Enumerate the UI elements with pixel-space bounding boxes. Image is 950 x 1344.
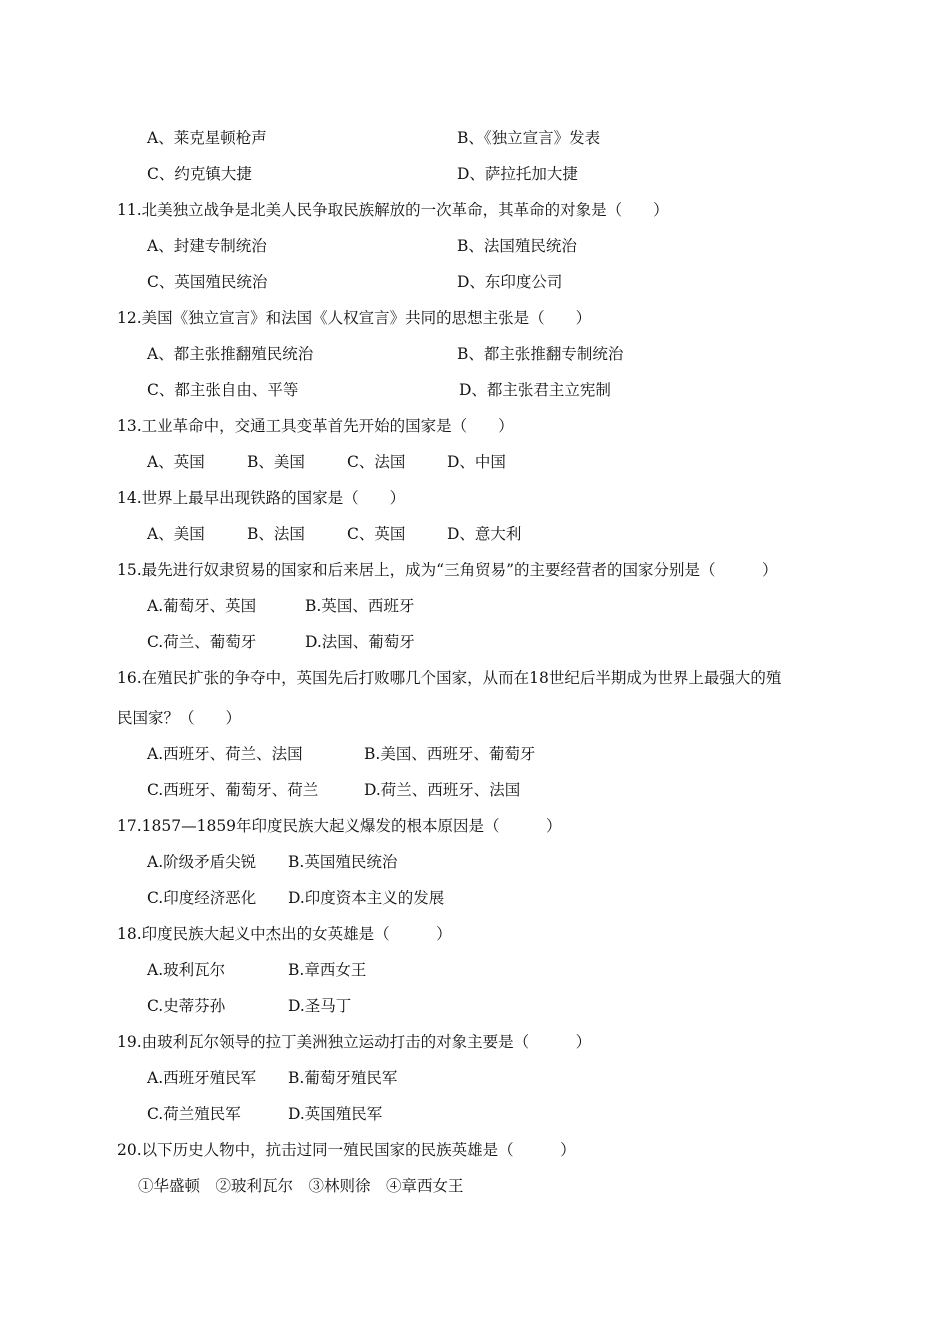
q15-option-c: C.荷兰、葡萄牙 (147, 633, 257, 651)
q19-option-a: A.西班牙殖民军 (147, 1069, 257, 1087)
q17-option-d: D.印度资本主义的发展 (288, 889, 445, 907)
q14-option-b: B、法国 (247, 525, 305, 543)
q11-stem: 11.北美独立战争是北美人民争取民族解放的一次革命，其革命的对象是（ ） (117, 201, 669, 219)
q11-option-d: D、东印度公司 (457, 273, 563, 291)
q12-option-c: C、都主张自由、平等 (147, 381, 299, 399)
q15-option-d: D.法国、葡萄牙 (305, 633, 415, 651)
q16-option-d: D.荷兰、西班牙、法国 (364, 781, 521, 799)
q14-stem: 14.世界上最早出现铁路的国家是（ ） (117, 489, 406, 507)
q19-option-c: C.荷兰殖民军 (147, 1105, 241, 1123)
q10-option-d: D、萨拉托加大捷 (457, 165, 578, 183)
q10-option-b: B、《独立宣言》发表 (457, 129, 601, 147)
q17-option-a: A.阶级矛盾尖锐 (147, 853, 257, 871)
q12-option-d: D、都主张君主立宪制 (459, 381, 611, 399)
q16-option-c: C.西班牙、葡萄牙、荷兰 (147, 781, 319, 799)
q18-option-b: B.章西女王 (288, 961, 367, 979)
q14-option-a: A、美国 (147, 525, 205, 543)
q17-stem: 17.1857—1859年印度民族大起义爆发的根本原因是（ ） (117, 817, 562, 835)
q14-option-c: C、英国 (347, 525, 406, 543)
q10-option-a: A、莱克星顿枪声 (147, 129, 267, 147)
q18-option-a: A.玻利瓦尔 (147, 961, 226, 979)
q19-option-d: D.英国殖民军 (288, 1105, 383, 1123)
q15-option-b: B.英国、西班牙 (305, 597, 415, 615)
q12-option-b: B、都主张推翻专制统治 (457, 345, 624, 363)
q17-option-b: B.英国殖民统治 (288, 853, 398, 871)
q16-stem-line2: 民国家？（ ） (117, 709, 242, 727)
q17-option-c: C.印度经济恶化 (147, 889, 257, 907)
q14-option-d: D、意大利 (447, 525, 522, 543)
q13-option-d: D、中国 (447, 453, 506, 471)
q16-option-a: A.西班牙、荷兰、法国 (147, 745, 303, 763)
q11-option-b: B、法国殖民统治 (457, 237, 577, 255)
q13-option-c: C、法国 (347, 453, 406, 471)
q20-items: ①华盛顿 ②玻利瓦尔 ③林则徐 ④章西女王 (138, 1177, 464, 1195)
q11-option-c: C、英国殖民统治 (147, 273, 268, 291)
q10-option-c: C、约克镇大捷 (147, 165, 252, 183)
q12-option-a: A、都主张推翻殖民统治 (147, 345, 314, 363)
q11-option-a: A、封建专制统治 (147, 237, 267, 255)
q13-stem: 13.工业革命中，交通工具变革首先开始的国家是（ ） (117, 417, 514, 435)
q13-option-a: A、英国 (147, 453, 205, 471)
q18-option-c: C.史蒂芬孙 (147, 997, 226, 1015)
q20-stem: 20.以下历史人物中，抗击过同一殖民国家的民族英雄是（ ） (117, 1141, 576, 1159)
q18-option-d: D.圣马丁 (288, 997, 352, 1015)
q15-option-a: A.葡萄牙、英国 (147, 597, 257, 615)
q19-option-b: B.葡萄牙殖民军 (288, 1069, 398, 1087)
q16-stem-line1: 16.在殖民扩张的争夺中，英国先后打败哪几个国家，从而在18世纪后半期成为世界上最强大的殖 (117, 669, 782, 687)
q12-stem: 12.美国《独立宣言》和法国《人权宣言》共同的思想主张是（ ） (117, 309, 592, 327)
q18-stem: 18.印度民族大起义中杰出的女英雄是（ ） (117, 925, 452, 943)
q19-stem: 19.由玻利瓦尔领导的拉丁美洲独立运动打击的对象主要是（ ） (117, 1033, 592, 1051)
q16-option-b: B.美国、西班牙、葡萄牙 (364, 745, 536, 763)
q15-stem: 15.最先进行奴隶贸易的国家和后来居上，成为“三角贸易”的主要经营者的国家分别是（ ） (117, 561, 778, 579)
q13-option-b: B、美国 (247, 453, 305, 471)
